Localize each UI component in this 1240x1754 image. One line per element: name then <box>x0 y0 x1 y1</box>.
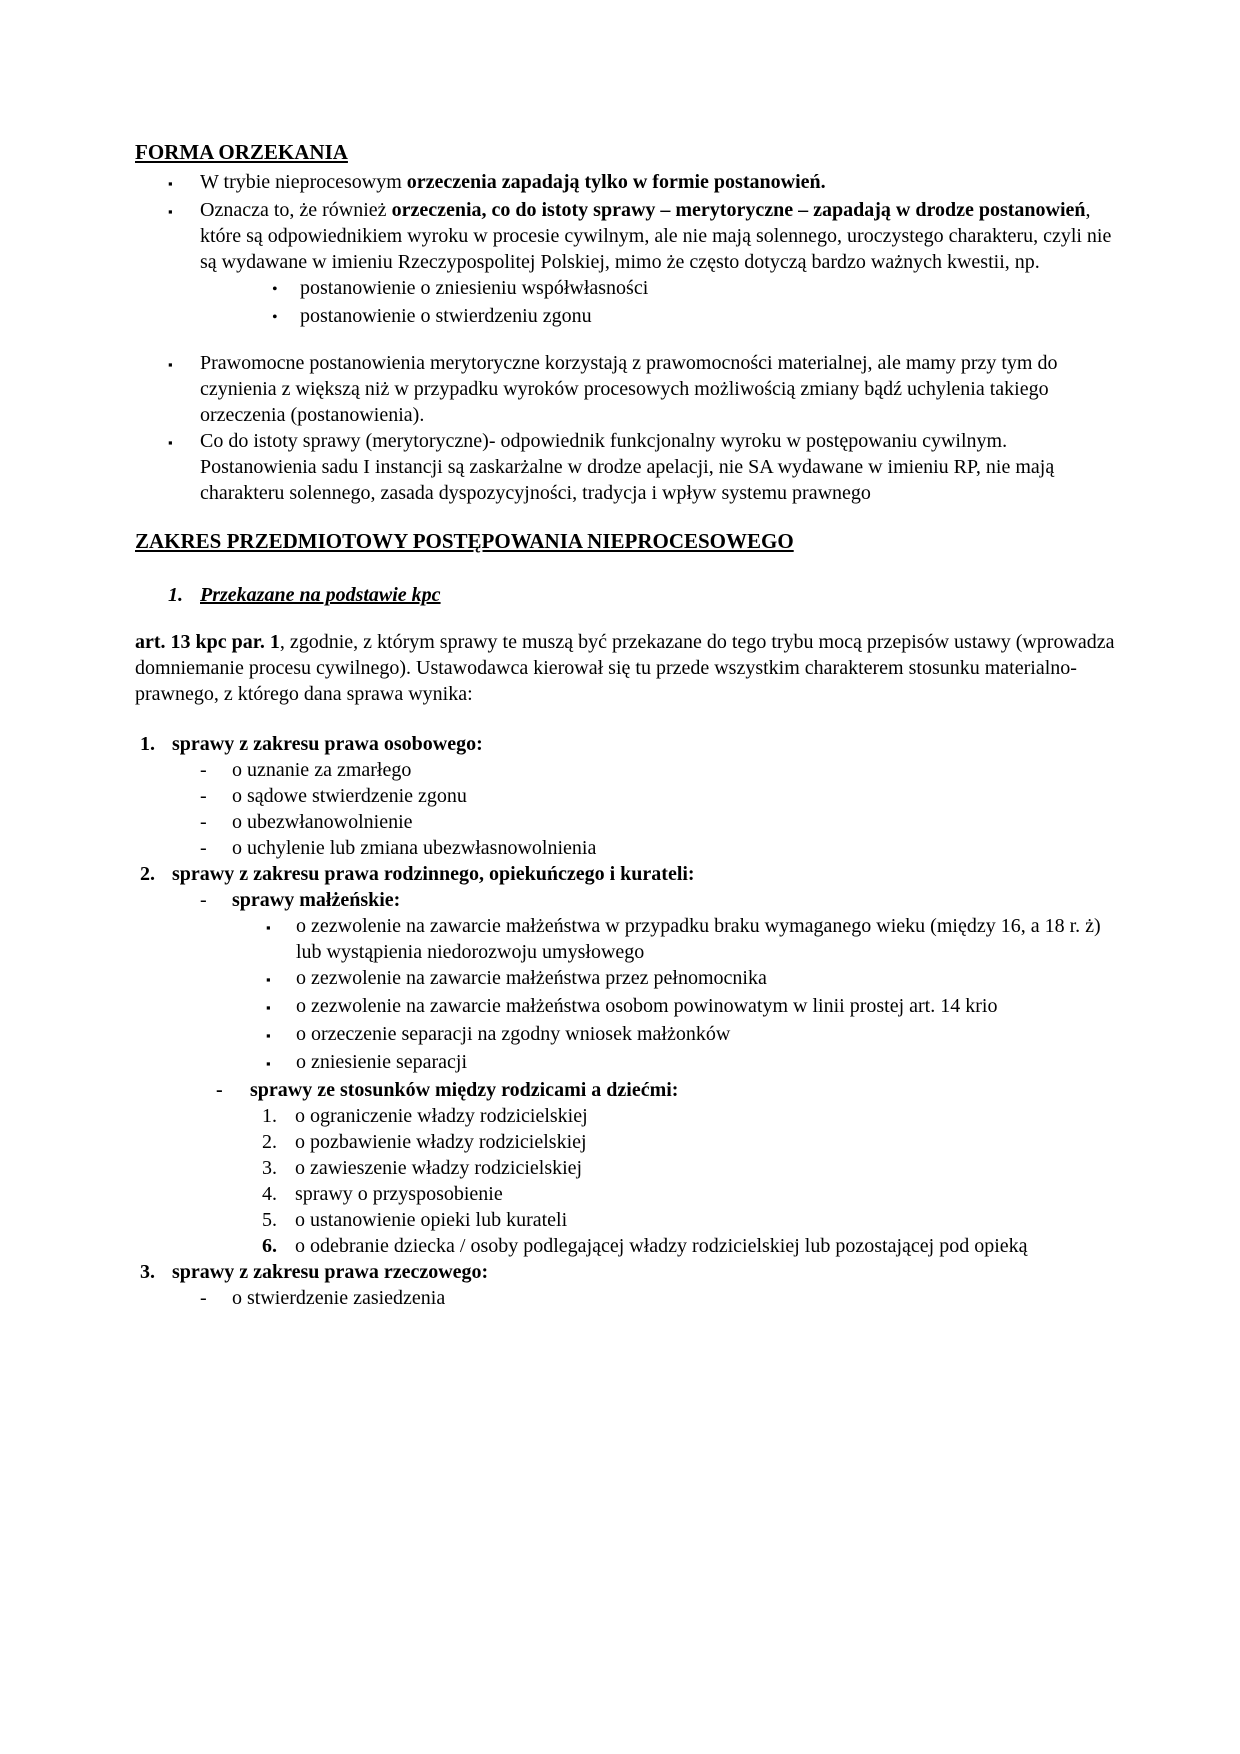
dash-item-title: sprawy małżeńskie: <box>232 889 401 911</box>
numbered-subitem-text: o pozbawienie władzy rodzicielskiej <box>295 1131 587 1153</box>
bullet-text <box>200 169 1120 195</box>
sub-bullet-text: postanowienie o stwierdzeniu zgonu <box>300 305 592 327</box>
square-bullet-icon: ▪ <box>168 357 173 372</box>
square-item-text: o zezwolenie na zawarcie małżeństwa w przypadku braku wymaganego wieku (między 16, a 18 r. ż) lub wystąpienia niedorozwoju umysłowego <box>296 915 1101 963</box>
dash-item <box>135 809 1120 835</box>
intro-paragraph <box>135 629 1120 707</box>
numbered-subitem <box>135 1103 1120 1129</box>
text-run-bold: orzeczenia zapadają tylko w formie postanowień. <box>406 171 826 193</box>
item-title: sprawy z zakresu prawa rodzinnego, opiekuńczego i kurateli: <box>172 863 695 885</box>
square-item-text: o orzeczenie separacji na zgodny wniosek małżonków <box>296 1023 731 1045</box>
square-bullet-icon: ▪ <box>266 1056 271 1071</box>
text-run: Oznacza to, że również <box>200 199 392 221</box>
numbered-item <box>135 731 1120 757</box>
dash-item-title: sprawy ze stosunków między rodzicami a dziećmi: <box>250 1079 679 1101</box>
item-number: 1. <box>140 733 155 755</box>
item-number: 2. <box>262 1131 277 1153</box>
sub-bullet-item <box>135 275 1120 303</box>
item-number: 3. <box>140 1261 155 1283</box>
numbered-subitem-text: sprawy o przysposobienie <box>295 1183 503 1205</box>
numbered-subitem <box>135 1181 1120 1207</box>
square-item <box>135 1049 1120 1077</box>
dash-item-text: o sądowe stwierdzenie zgonu <box>232 785 467 807</box>
dash-item-text: o stwierdzenie zasiedzenia <box>232 1287 446 1309</box>
dash-item <box>135 835 1120 861</box>
text-run: , które są odpowiednikiem wyroku w procesie cywilnym, ale nie mają solennego, uroczystego charakteru, czyli nie są wydawane w imieniu Rzeczypospolitej Polskiej, mimo że często dotyczą bardzo ważnych kwestii, np. <box>200 199 1112 273</box>
numbered-subitem-text: o ograniczenie władzy rodzicielskiej <box>295 1105 588 1127</box>
subsection-number: 1. <box>168 584 183 606</box>
numbered-item <box>135 861 1120 887</box>
text-run: W trybie nieprocesowym <box>200 171 407 193</box>
dash-icon: - <box>200 837 207 859</box>
item-number: 1. <box>262 1105 277 1127</box>
heading-forma-orzekania: FORMA ORZEKANIA <box>135 140 348 164</box>
numbered-subitem <box>135 1129 1120 1155</box>
subsection-title: Przekazane na podstawie kpc <box>200 584 441 606</box>
bullet-item <box>135 169 1120 197</box>
bullet-item <box>135 350 1120 428</box>
square-item <box>135 993 1120 1021</box>
dash-item <box>135 757 1120 783</box>
text-run-bold: art. 13 kpc par. 1 <box>135 631 280 653</box>
dash-icon: - <box>200 759 207 781</box>
dash-item-text: o uznanie za zmarłego <box>232 759 412 781</box>
dash-item-text: o ubezwłanowolnienie <box>232 811 413 833</box>
bullet-text: Co do istoty sprawy (merytoryczne)- odpowiednik funkcjonalny wyroku w postępowaniu cywilnym. Postanowienia sadu I instancji są zaskarżalne w drodze apelacji, nie SA wydawane w imieniu RP, nie mają charakteru solennego, zasada dyspozycyjności, tradycja i wpływ systemu prawnego <box>200 430 1055 504</box>
item-number: 4. <box>262 1183 277 1205</box>
numbered-subitem <box>135 1207 1120 1233</box>
numbered-subitem <box>135 1233 1120 1259</box>
item-title: sprawy z zakresu prawa osobowego: <box>172 733 483 755</box>
square-item <box>135 965 1120 993</box>
text-run-bold: orzeczenia, co do istoty sprawy – merytoryczne – zapadają w drodze postanowień <box>391 199 1086 221</box>
item-number: 6. <box>262 1235 277 1257</box>
bullet-item <box>135 197 1120 275</box>
square-item <box>135 1021 1120 1049</box>
subsection-heading <box>135 582 1120 608</box>
heading-zakres-przedmiotowy: ZAKRES PRZEDMIOTOWY POSTĘPOWANIA NIEPROCESOWEGO <box>135 529 794 553</box>
dash-icon: - <box>200 811 207 833</box>
numbered-item <box>135 1259 1120 1285</box>
subsection-title-wrap <box>200 582 1120 608</box>
square-item-text: o zezwolenie na zawarcie małżeństwa przez pełnomocnika <box>296 967 767 989</box>
dash-item-text: o uchylenie lub zmiana ubezwłasnowolnienia <box>232 837 597 859</box>
dash-item <box>135 887 1120 913</box>
bullet-text <box>200 197 1120 275</box>
text-run: , zgodnie, z którym sprawy te muszą być przekazane do tego trybu mocą przepisów ustawy (wprowadza domniemanie procesu cywilnego). Ustawodawca kierował się tu przede wszystkim charakterem stosunku materialno-prawnego, z którego dana sprawa wynika: <box>135 631 1115 705</box>
square-bullet-icon: ▪ <box>168 176 173 191</box>
round-bullet-icon: • <box>272 281 278 298</box>
square-bullet-icon: ▪ <box>168 435 173 450</box>
item-number: 2. <box>140 863 155 885</box>
numbered-subitem-text: o odebranie dziecka / osoby podlegającej władzy rodzicielskiej lub pozostającej pod opieką <box>295 1235 1028 1257</box>
bullet-item <box>135 428 1120 506</box>
square-item-text: o zniesienie separacji <box>296 1051 468 1073</box>
round-bullet-icon: • <box>272 309 278 326</box>
square-bullet-icon: ▪ <box>266 920 271 935</box>
numbered-subitem-text: o zawieszenie władzy rodzicielskiej <box>295 1157 583 1179</box>
square-item <box>135 913 1120 965</box>
dash-icon: - <box>200 785 207 807</box>
square-bullet-icon: ▪ <box>266 972 271 987</box>
item-number: 5. <box>262 1209 277 1231</box>
sub-bullet-item <box>135 303 1120 331</box>
square-item-text: o zezwolenie na zawarcie małżeństwa osobom powinowatym w linii prostej art. 14 krio <box>296 995 998 1017</box>
dash-icon: - <box>200 889 207 911</box>
numbered-subitem-text: o ustanowienie opieki lub kurateli <box>295 1209 568 1231</box>
square-bullet-icon: ▪ <box>168 204 173 219</box>
dash-item <box>135 1077 1120 1103</box>
sub-bullet-text: postanowienie o zniesieniu współwłasności <box>300 277 649 299</box>
dash-item <box>135 1285 1120 1311</box>
dash-item <box>135 783 1120 809</box>
item-title: sprawy z zakresu prawa rzeczowego: <box>172 1261 489 1283</box>
dash-icon: - <box>216 1079 223 1101</box>
square-bullet-icon: ▪ <box>266 1000 271 1015</box>
item-number: 3. <box>262 1157 277 1179</box>
dash-icon: - <box>200 1287 207 1309</box>
square-bullet-icon: ▪ <box>266 1028 271 1043</box>
numbered-subitem <box>135 1155 1120 1181</box>
bullet-text: Prawomocne postanowienia merytoryczne korzystają z prawomocności materialnej, ale mamy przy tym do czynienia z większą niż w przypadku wyroków procesowych możliwością zmiany bądź uchylenia takiego orzeczenia (postanowienia). <box>200 352 1058 426</box>
